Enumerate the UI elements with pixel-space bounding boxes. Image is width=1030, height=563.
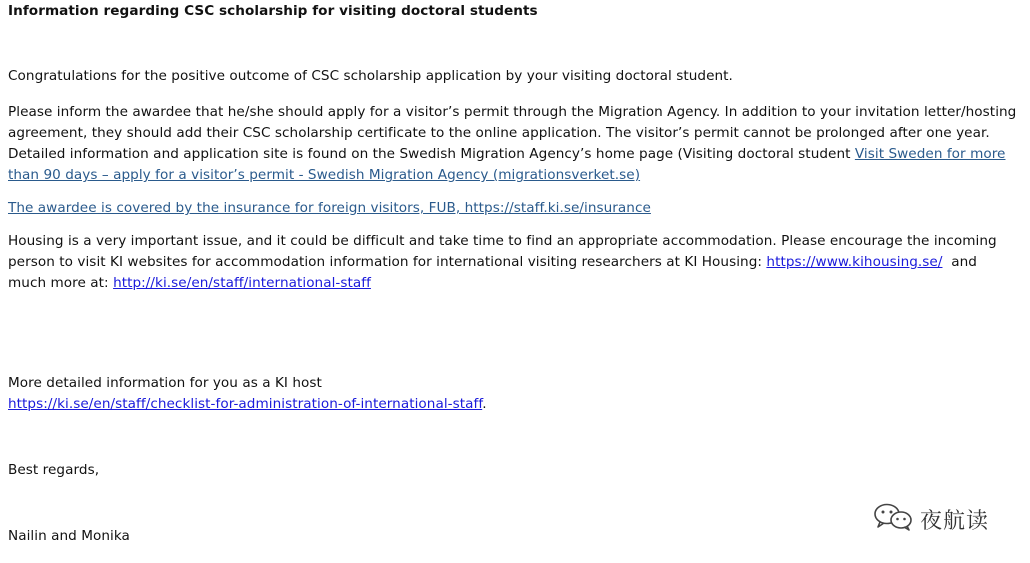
housing-line-2 xyxy=(8,252,977,273)
host-info-period: . xyxy=(482,396,487,412)
ki-housing-link[interactable]: https://www.kihousing.se/ xyxy=(766,254,943,270)
migration-agency-link-continued[interactable]: than 90 days – apply for a visitor’s permit - Swedish Migration Agency (migrationsverket.se) xyxy=(8,167,641,183)
housing-line-3-text: much more at: xyxy=(8,275,114,291)
closing: Best regards, xyxy=(8,462,100,478)
checklist-link[interactable]: https://ki.se/en/staff/checklist-for-administration-of-international-staff xyxy=(8,396,483,412)
housing-line-2-text: person to visit KI websites for accommodation information for international visiting researchers at KI Housing: xyxy=(8,254,767,270)
international-staff-link[interactable]: http://ki.se/en/staff/international-staff xyxy=(113,275,371,291)
signature: Nailin and Monika xyxy=(8,528,130,544)
greeting-paragraph: Congratulations for the positive outcome of CSC scholarship application by your visiting doctoral student. xyxy=(8,68,733,84)
permit-line-2: agreement, they should add their CSC scholarship certificate to the online application. The visitor’s permit cannot be prolonged after one year. xyxy=(8,125,990,141)
watermark xyxy=(872,503,989,535)
watermark-text: 夜航读 xyxy=(920,508,990,534)
housing-line-2-after: and xyxy=(942,254,977,270)
host-info-text: More detailed information for you as a KI host xyxy=(8,375,322,391)
insurance-link[interactable]: The awardee is covered by the insurance for foreign visitors, FUB, https://staff.ki.se/insurance xyxy=(8,200,651,216)
host-info-link-line xyxy=(8,394,487,415)
wechat-icon xyxy=(872,502,914,536)
email-title: Information regarding CSC scholarship for visiting doctoral students xyxy=(8,3,538,19)
migration-agency-link[interactable]: Visit Sweden for more xyxy=(854,146,1006,162)
insurance-paragraph xyxy=(8,198,651,219)
permit-line-3-text: Detailed information and application site is found on the Swedish Migration Agency’s home page (Visiting doctoral student xyxy=(8,146,855,162)
housing-line-3 xyxy=(8,273,371,294)
permit-line-4 xyxy=(8,165,640,186)
permit-line-3 xyxy=(8,144,1005,165)
housing-line-1: Housing is a very important issue, and it could be difficult and take time to find an appropriate accommodation. Please encourage the incoming xyxy=(8,233,997,249)
permit-line-1: Please inform the awardee that he/she should apply for a visitor’s permit through the Migration Agency. In addition to your invitation letter/hosting xyxy=(8,104,1017,120)
